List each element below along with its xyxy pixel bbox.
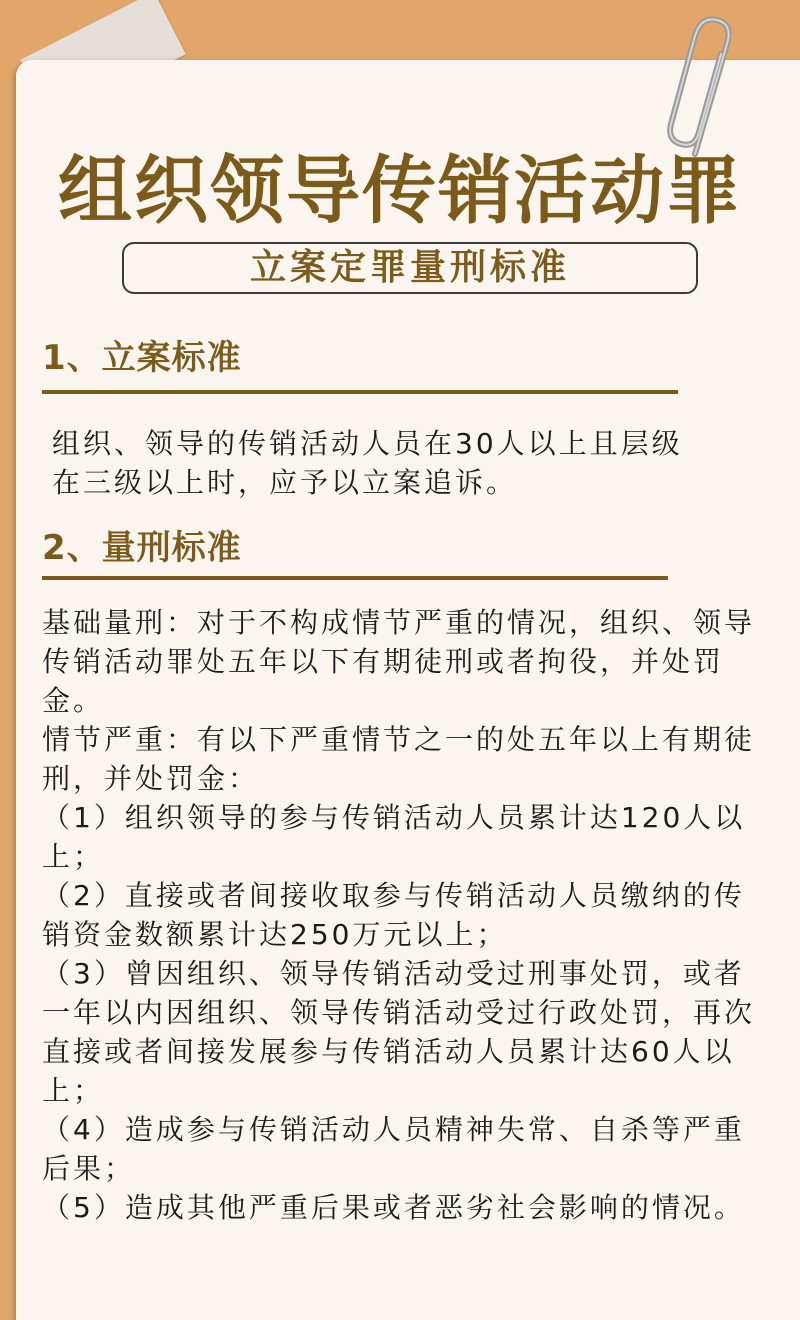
section-2-line: 传销活动罪处五年以下有期徒刑或者拘役，并处罚	[42, 645, 725, 678]
section-1-line: 在三级以上时，应予以立案追诉。	[52, 466, 518, 499]
section-2-heading: 2、量刑标准	[42, 528, 242, 568]
paperclip-icon	[665, 14, 755, 164]
section-2-line: 销资金数额累计达250万元以上；	[42, 918, 508, 951]
subtitle-box: 立案定罪量刑标准	[122, 242, 698, 294]
section-1-heading: 1、立案标准	[42, 338, 242, 378]
section-2-line: 上；	[42, 840, 105, 873]
page-title: 组织领导传销活动罪	[58, 148, 742, 234]
section-2-line: 上；	[42, 1074, 105, 1107]
section-2-rule	[42, 576, 668, 580]
section-2-line: 刑，并处罚金：	[42, 762, 260, 795]
section-2-line: 后果；	[42, 1152, 136, 1185]
section-2-line: （4）造成参与传销活动人员精神失常、自杀等严重	[42, 1113, 745, 1146]
section-1-body	[52, 424, 683, 502]
section-2-line: 金。	[42, 684, 105, 717]
section-2-line: 一年以内因组织、领导传销活动受过行政处罚，再次	[42, 996, 756, 1029]
section-1-line: 组织、领导的传销活动人员在30人以上且层级	[52, 427, 683, 460]
section-2-line: （1）组织领导的参与传销活动人员累计达120人以	[42, 801, 746, 834]
section-2-line: 情节严重：有以下严重情节之一的处五年以上有期徒	[42, 723, 756, 756]
section-2-line: （3）曾因组织、领导传销活动受过刑事处罚，或者	[42, 957, 745, 990]
section-2-line: 基础量刑：对于不构成情节严重的情况，组织、领导	[42, 606, 756, 639]
section-2-body	[42, 603, 755, 1227]
section-2-line: 直接或者间接发展参与传销活动人员累计达60人以	[42, 1035, 735, 1068]
section-2-line: （2）直接或者间接收取参与传销活动人员缴纳的传	[42, 879, 745, 912]
section-1-rule	[42, 390, 678, 394]
section-2-line: （5）造成其他严重后果或者恶劣社会影响的情况。	[42, 1191, 745, 1224]
